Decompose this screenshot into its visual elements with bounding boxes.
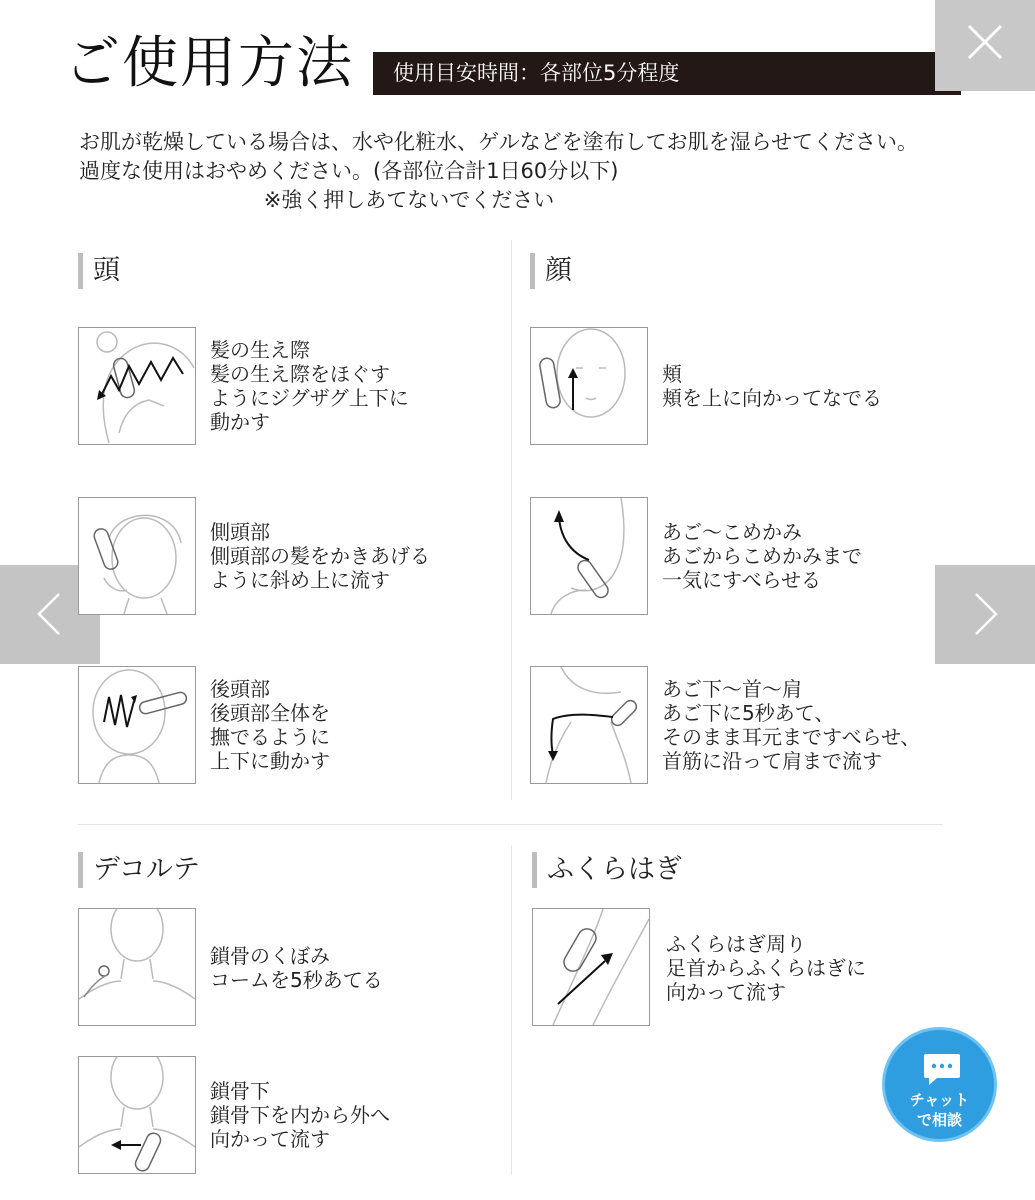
item-hairline	[210, 338, 409, 434]
item-cheek	[662, 362, 882, 410]
item-line: そのまま耳元まですべらせ、	[662, 725, 921, 749]
chat-bubble-icon	[923, 1052, 961, 1086]
item-title: 後頭部	[210, 677, 270, 701]
chevron-left-icon	[35, 591, 65, 637]
jaw-temple-illustration	[530, 497, 648, 615]
page-title: ご使用方法	[64, 31, 354, 96]
intro-line-3: ※強く押しあてないでください	[263, 188, 555, 212]
close-button[interactable]	[935, 0, 1035, 91]
item-temple	[210, 520, 430, 592]
item-line: 向かって流す	[210, 1127, 330, 1151]
section-calf-label: ふくらはぎ	[532, 852, 682, 888]
next-button[interactable]	[935, 565, 1035, 664]
item-line: あごからこめかみまで	[662, 544, 862, 568]
neck-shoulder-illustration	[530, 666, 648, 784]
collarbone-illustration	[78, 908, 196, 1026]
section-divider	[78, 824, 943, 825]
close-icon	[965, 22, 1005, 62]
item-line: 側頭部の髪をかきあげる	[210, 544, 430, 568]
cheek-illustration	[530, 327, 648, 445]
section-face-label: 顔	[530, 253, 572, 289]
column-divider	[511, 240, 512, 800]
item-title: 側頭部	[210, 520, 270, 544]
hairline-zigzag-illustration	[78, 327, 196, 445]
item-line: 頬を上に向かってなでる	[662, 386, 882, 410]
section-head-label: 頭	[78, 253, 120, 289]
usage-time-bar: 使用目安時間：各部位5分程度	[373, 52, 961, 95]
item-back-head	[210, 677, 330, 773]
below-collarbone-illustration	[78, 1056, 196, 1174]
chevron-right-icon	[970, 591, 1000, 637]
item-line: あご下に5秒あて、	[662, 701, 835, 725]
chat-consult-button[interactable]	[882, 1027, 997, 1142]
item-line: 動かす	[210, 410, 270, 434]
item-line: コームを5秒あてる	[210, 968, 383, 992]
item-neck-shoulder	[662, 677, 920, 773]
intro-text	[79, 128, 959, 215]
item-title: 頬	[662, 362, 682, 386]
section-decollete-label: デコルテ	[78, 852, 200, 888]
item-line: 撫でるように	[210, 725, 330, 749]
item-title: 髪の生え際	[210, 338, 310, 362]
column-divider-lower	[511, 845, 512, 1175]
item-collarbone	[210, 944, 383, 992]
chat-label-line-2: で相談	[916, 1111, 962, 1129]
item-jaw-temple	[662, 520, 862, 592]
item-title: 鎖骨下	[210, 1079, 270, 1103]
item-line: 後頭部全体を	[210, 701, 330, 725]
intro-line-2: 過度な使用はおやめください。(各部位合計1日60分以下)	[79, 159, 619, 183]
item-below-collarbone	[210, 1079, 390, 1151]
item-title: 鎖骨のくぼみ	[210, 944, 330, 968]
item-line: 向かって流す	[666, 980, 786, 1004]
back-head-illustration	[78, 666, 196, 784]
chat-label-line-1: チャット	[909, 1091, 970, 1109]
item-title: あご下～首～肩	[662, 677, 802, 701]
item-title: あご～こめかみ	[662, 520, 802, 544]
item-line: 上下に動かす	[210, 749, 330, 773]
item-line: 首筋に沿って肩まで流す	[662, 749, 882, 773]
item-line: 鎖骨下を内から外へ	[210, 1103, 390, 1127]
item-calf	[666, 932, 866, 1004]
intro-line-1: お肌が乾燥している場合は、水や化粧水、ゲルなどを塗布してお肌を湿らせてください。	[79, 130, 918, 154]
item-line: 一気にすべらせる	[662, 568, 821, 592]
temple-illustration	[78, 497, 196, 615]
item-line: 髪の生え際をほぐす	[210, 362, 390, 386]
item-line: ように斜め上に流す	[210, 568, 390, 592]
item-title: ふくらはぎ周り	[666, 932, 806, 956]
item-line: 足首からふくらはぎに	[666, 956, 866, 980]
calf-illustration	[532, 908, 650, 1026]
item-line: ようにジグザグ上下に	[210, 386, 409, 410]
